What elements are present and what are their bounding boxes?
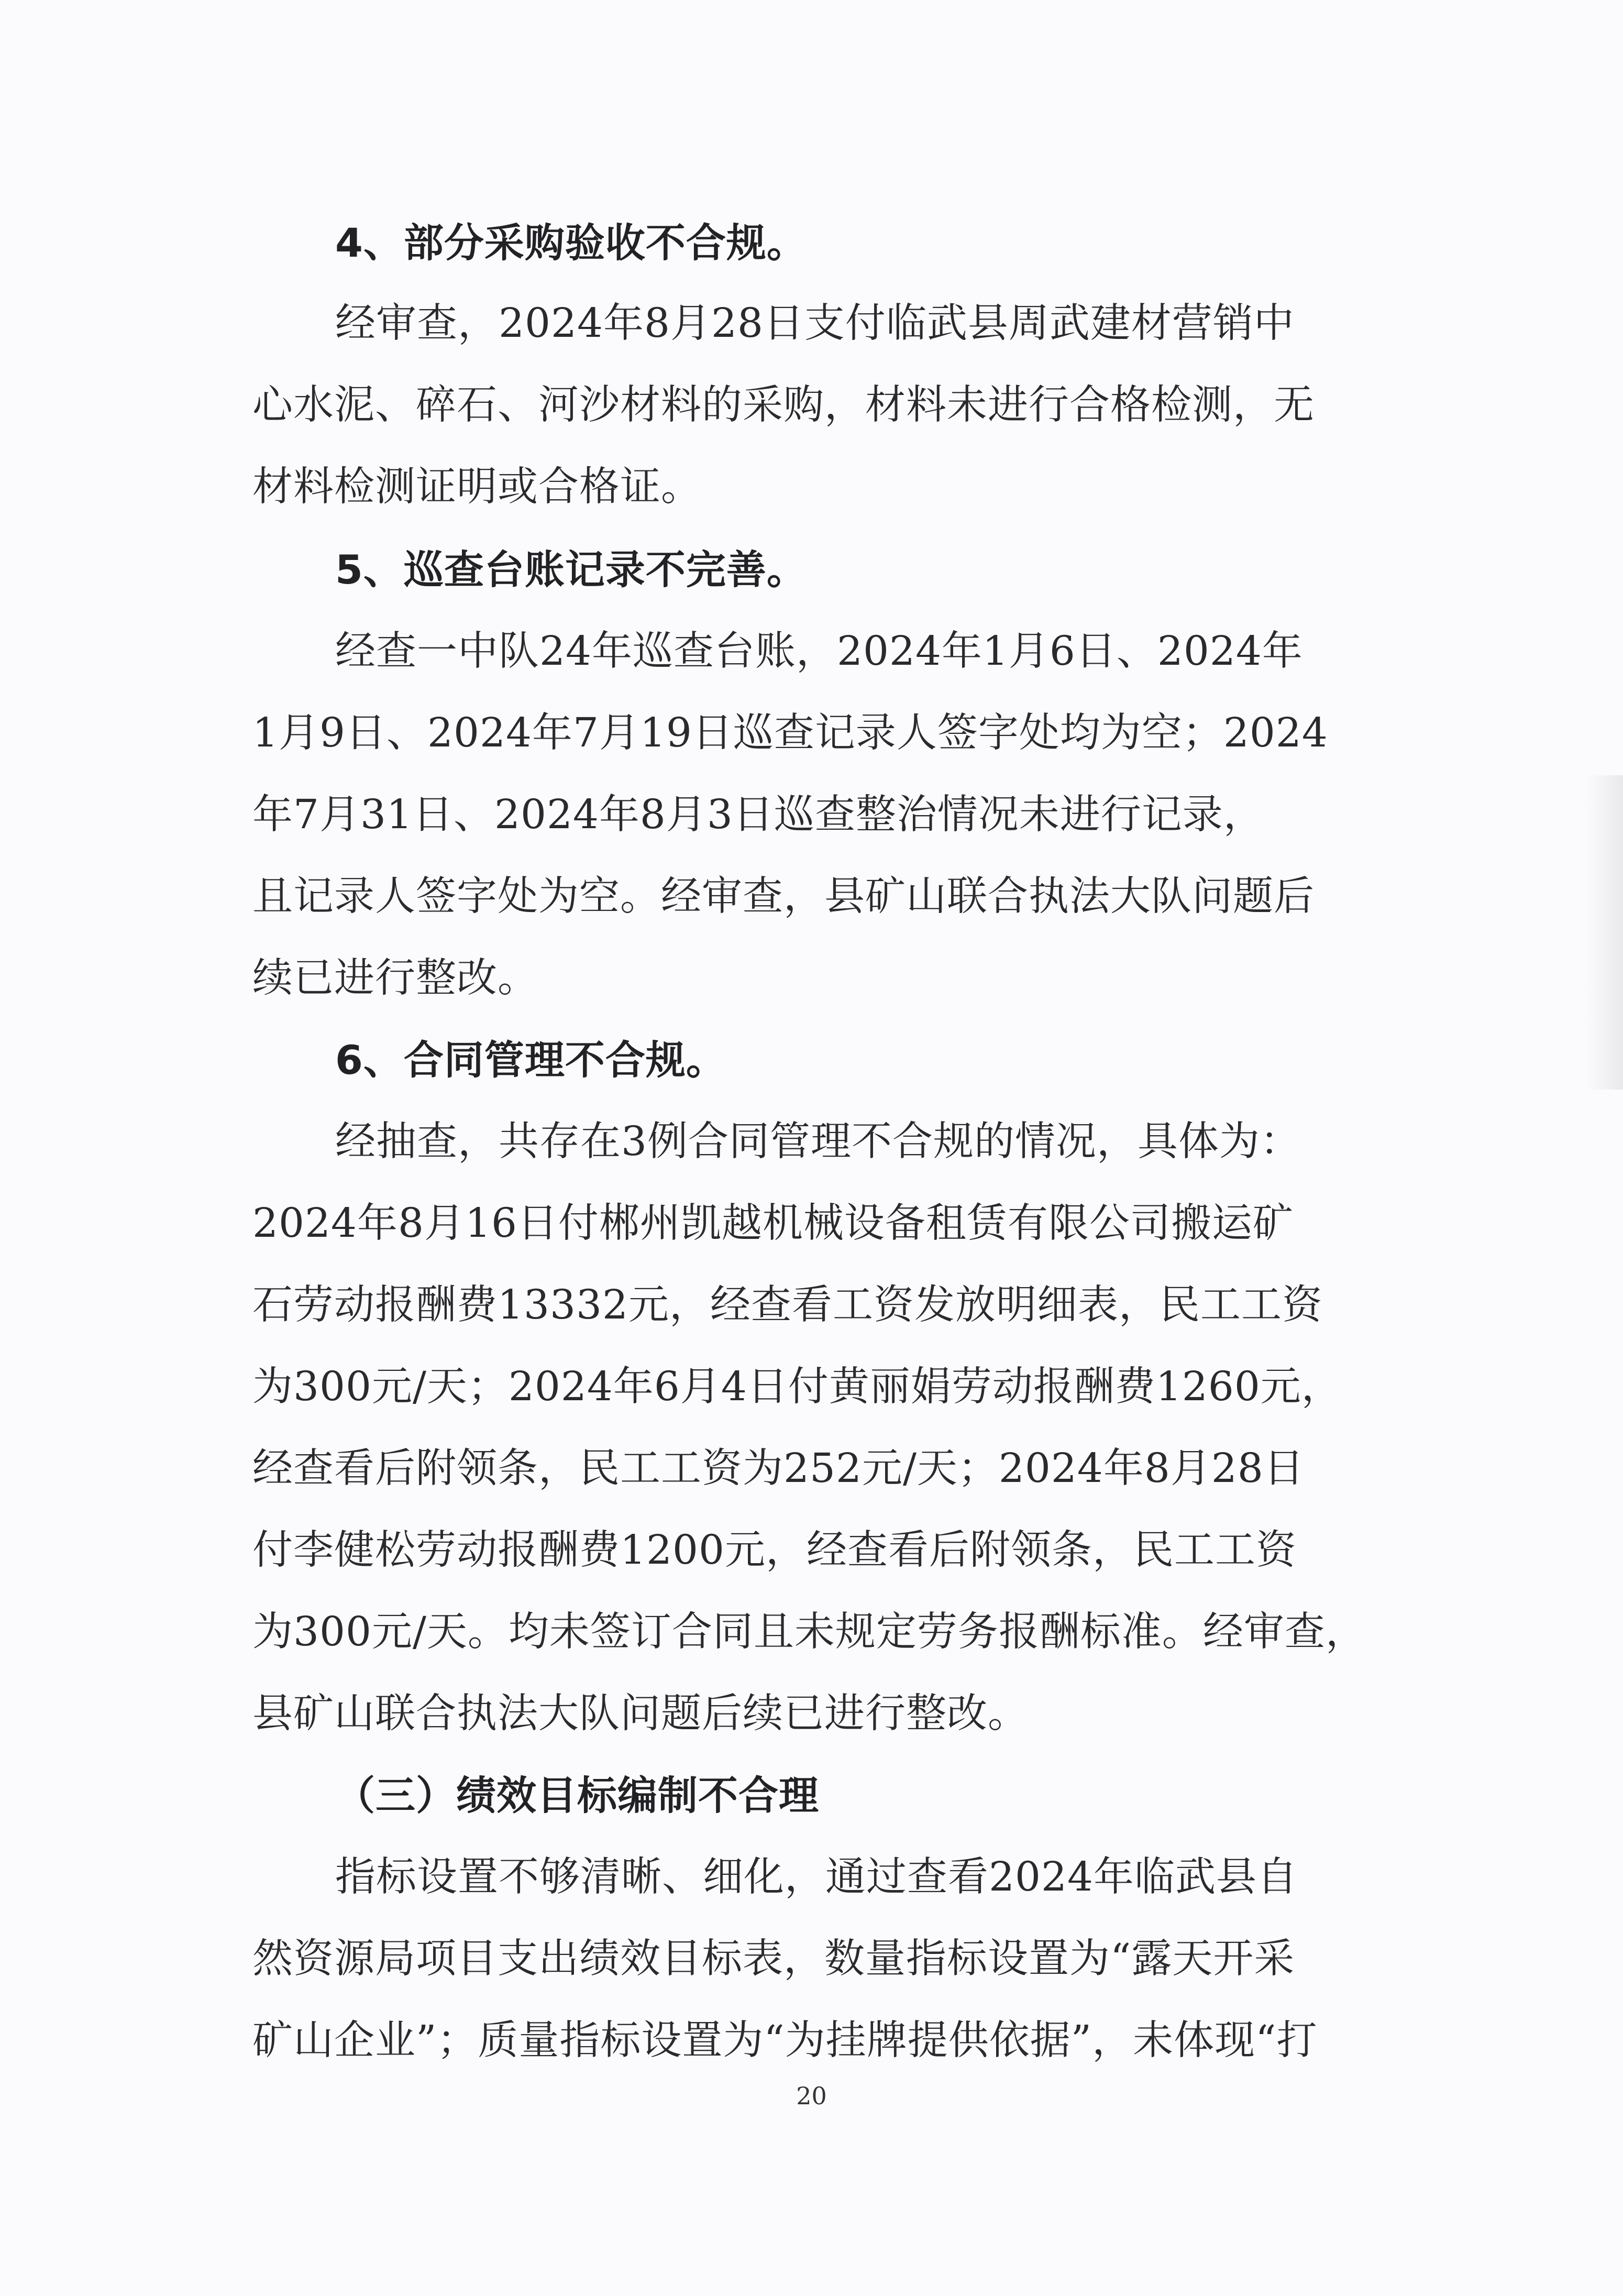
paragraph-line (335, 299, 1365, 349)
paragraph-line: 材料检测证明或合格证。 (252, 464, 702, 510)
paragraph-line: 经抽查，共存在3例合同管理不合规的情况，具体为： (335, 1118, 1301, 1165)
paragraph-line: 1月9日、2024年7月19日巡查记录人签字处均为空；2024 (252, 710, 1328, 756)
paragraph-line: 2024年8月16日付郴州凯越机械设备租赁有限公司搬运矿 (252, 1200, 1294, 1247)
paragraph-line: 然资源局项目支出绩效目标表，数量指标设置为“露天开采 (252, 1936, 1295, 1982)
paragraph-line: 为300元/天；2024年6月4日付黄丽娟劳动报酬费1260元， (252, 1364, 1342, 1410)
paragraph-line: 石劳动报酬费13332元，经查看工资发放明细表，民工工资 (252, 1282, 1323, 1328)
scan-shadow (1586, 775, 1623, 1090)
line-text: 经审查，2024年8月28日支付临武县周武建材营销中 (335, 300, 1295, 347)
paragraph-line: 指标设置不够清晰、细化，通过查看2024年临武县自 (335, 1854, 1298, 1900)
paragraph-line: 经查一中队24年巡查台账，2024年1月6日、2024年 (335, 628, 1303, 675)
paragraph-line: 矿山企业”；质量指标设置为“为挂牌提供依据”，未体现“打 (252, 2017, 1318, 2064)
section-heading: （三）绩效目标编制不合理 (335, 1772, 819, 1819)
paragraph-line: 续已进行整改。 (252, 955, 538, 1002)
paragraph-line: 且记录人签字处为空。经审查，县矿山联合执法大队问题后 (252, 873, 1315, 920)
section-heading: 6、合同管理不合规。 (335, 1037, 726, 1083)
paragraph-line: 经查看后附领条，民工工资为252元/天；2024年8月28日 (252, 1445, 1305, 1492)
paragraph-line: 年7月31日、2024年8月3日巡查整治情况未进行记录， (252, 792, 1264, 838)
paragraph-line: 心水泥、碎石、河沙材料的采购，材料未进行合格检测，无 (252, 382, 1315, 429)
section-heading: 4、部分采购验收不合规。 (335, 219, 807, 266)
page-number: 20 (796, 2082, 827, 2110)
paragraph-line: 县矿山联合执法大队问题后续已进行整改。 (252, 1690, 1029, 1737)
section-heading: 5、巡查台账记录不完善。 (335, 546, 807, 593)
paragraph-line: 为300元/天。均未签订合同且未规定劳务报酬标准。经审查， (252, 1609, 1366, 1655)
paragraph-line: 付李健松劳动报酬费1200元，经查看后附领条，民工工资 (252, 1527, 1297, 1574)
